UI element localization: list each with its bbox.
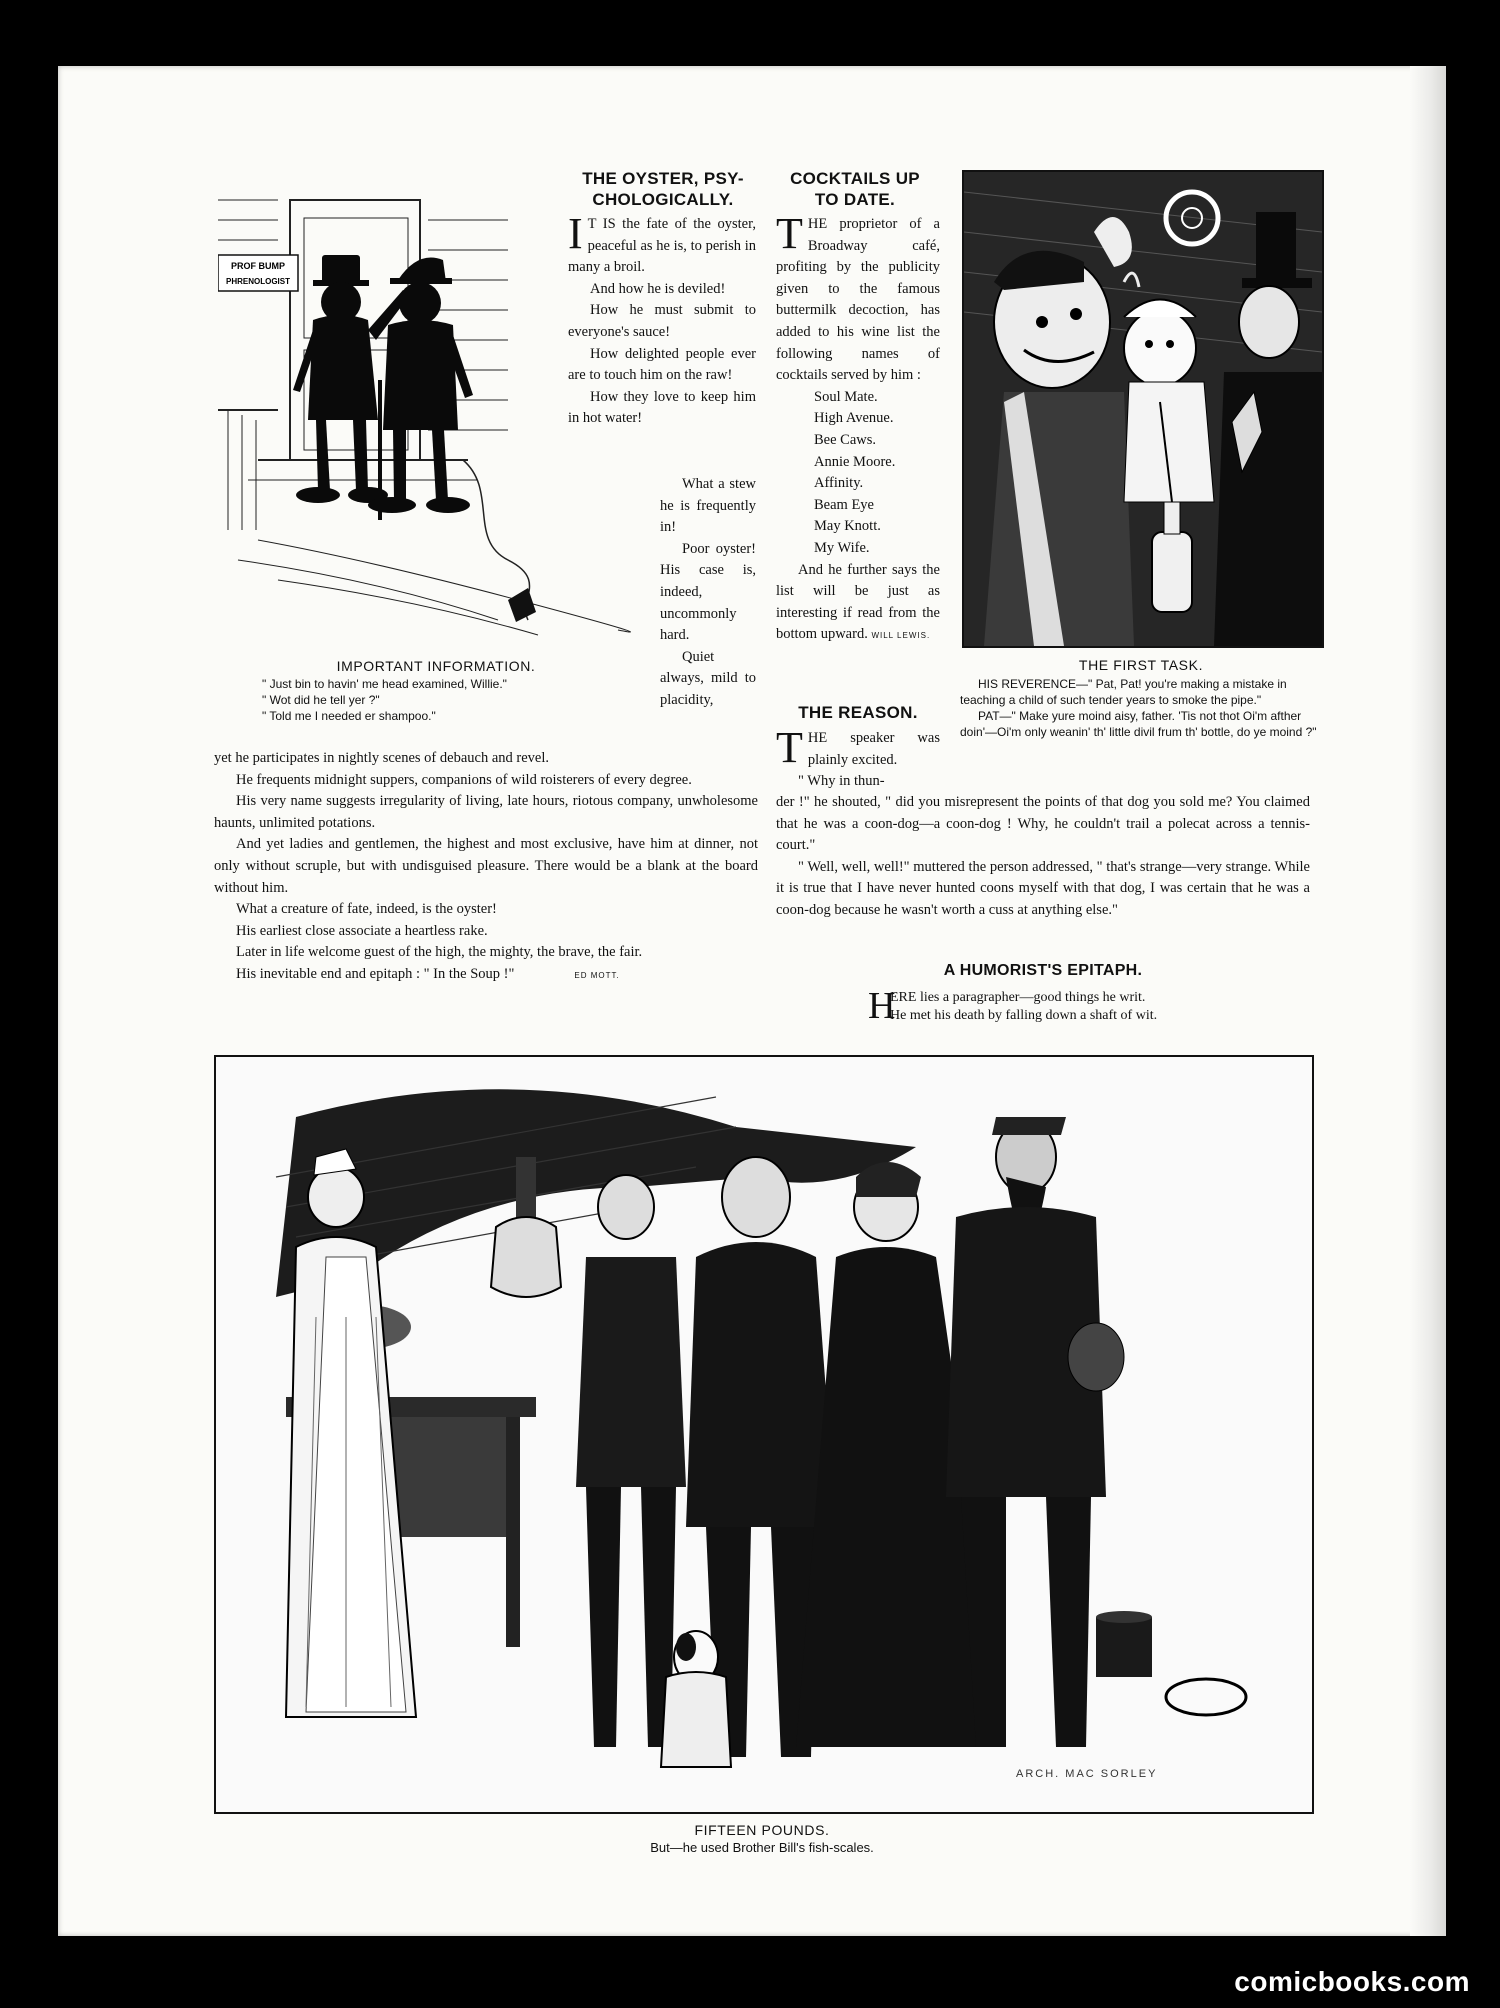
first-task-illustration — [964, 172, 1322, 646]
reason-para — [776, 723, 940, 772]
sign-line2: PHRENOLOGIST — [225, 277, 291, 286]
cocktails-article-column — [776, 209, 940, 647]
cocktail-name: Affinity. — [814, 475, 864, 492]
cocktail-name: Bee Caws. — [814, 431, 877, 448]
oyster-text: His inevitable end and epitaph : " In the Soup !" — [236, 965, 515, 982]
cocktails-article-header — [775, 168, 935, 210]
cocktail-name: High Avenue. — [814, 410, 894, 427]
oyster-para: And yet ladies and gentlemen, the highest and most exclusive, have him at dinner, not only without scruple, but with undisguised pleasure. There would be a blank at the board without him. — [214, 836, 758, 896]
reason-article-continuation — [776, 792, 1310, 922]
drop-cap: I — [568, 209, 583, 258]
epitaph-title: A HUMORIST'S EPITAPH. — [943, 962, 1143, 979]
cocktails-title: COCKTAILS UP TO DATE. — [790, 169, 920, 209]
caption-line: " Wot did he tell yer ?" — [262, 693, 380, 707]
caption-first-task — [960, 657, 1322, 740]
reason-title: THE REASON. — [798, 703, 918, 722]
oyster-para: And how he is deviled! — [590, 280, 726, 297]
oyster-para: What a stew he is frequently in! — [660, 476, 756, 536]
oyster-para: How he must submit to everyone's sauce! — [568, 302, 756, 340]
drop-cap: H — [868, 985, 896, 1027]
oyster-article-continuation — [214, 748, 758, 987]
caption-important-information — [236, 658, 636, 724]
caption-fifteen-pounds — [214, 1822, 1310, 1855]
oyster-para: How delighted people ever are to touch him on the raw! — [568, 345, 756, 384]
epitaph-line: He met his death by falling down a shaft of wit. — [890, 1008, 1158, 1023]
oyster-para — [568, 209, 756, 279]
oyster-article-column — [568, 209, 756, 430]
author-signature: ED MOTT. — [574, 970, 620, 980]
reason-para: " Why in thun- — [798, 773, 885, 790]
caption-dialogue — [960, 676, 1322, 740]
cocktail-name: Beam Eye — [814, 496, 874, 513]
reason-text: HE speaker was plainly excited. — [807, 730, 940, 768]
caption-title: FIFTEEN POUNDS. — [694, 1822, 830, 1838]
oyster-para: He frequents midnight suppers, companions of wild roisterers of every degree. — [236, 771, 692, 788]
reason-article-header — [776, 702, 940, 723]
cocktails-para — [776, 560, 940, 647]
cocktails-para — [776, 209, 940, 387]
caption-line: HIS REVERENCE—" Pat, Pat! you're making a mistake in teaching a child of such tender years to smoke the pipe." — [960, 677, 1287, 707]
cocktails-text: HE proprietor of a Broadway café, profiting by the publicity given to the famous buttermilk decoction, has added to his wine list the following names of cocktails served by him : — [776, 216, 940, 384]
site-watermark: comicbooks.com — [1234, 1966, 1470, 1997]
oyster-para: Later in life welcome guest of the high, the mighty, the brave, the fair. — [236, 944, 643, 961]
cocktail-name: Soul Mate. — [814, 388, 878, 405]
caption-line: " Just bin to havin' me head examined, Willie." — [262, 677, 507, 691]
oyster-para: His earliest close associate a heartless rake. — [236, 922, 488, 939]
oyster-para: His very name suggests irregularity of living, late hours, riotous company, unwholesome haunts, unlimited potations. — [214, 793, 758, 831]
oyster-article-header — [567, 168, 759, 210]
caption-line: PAT—" Make yure moind aisy, father. 'Tis not thot Oi'm afther doin'—Oi'm only weanin' th' little divil frum th' bottle, do ye moind ?" — [960, 709, 1317, 739]
caption-title: IMPORTANT INFORMATION. — [336, 658, 536, 674]
cartoon-first-task — [962, 170, 1324, 648]
cocktails-text: And he further says the list will be just as interesting if read from the bottom upward. — [776, 561, 940, 643]
epitaph-verse — [776, 985, 1310, 1027]
epitaph-article — [776, 960, 1310, 1025]
oyster-para — [214, 964, 758, 987]
oyster-para: How they love to keep him in hot water! — [568, 388, 756, 427]
caption-line: " Told me I needed er shampoo." — [262, 709, 436, 723]
drop-cap: T — [776, 209, 803, 258]
reason-para: der !" he shouted, " did you misrepresent the points of that dog you sold me? You claimed that he was a coon-dog—a coon-dog ! Why, he couldn't trail a polecat across a tennis-court." — [776, 794, 1310, 854]
fifteen-pounds-drawing — [216, 1057, 1312, 1812]
caption-subtitle: But—he used Brother Bill's fish-scales. — [650, 1840, 874, 1855]
cocktail-list — [776, 387, 940, 560]
oyster-para: Poor oyster! His case is, indeed, uncommonly hard. — [660, 540, 756, 644]
epitaph-line: ERE lies a paragrapher—good things he writ. — [890, 990, 1146, 1005]
silhouette-right-figure — [368, 258, 473, 521]
page-fold-shadow — [1410, 66, 1446, 1936]
artist-signature: ARCH. MAC SORLEY — [1016, 1768, 1158, 1780]
reason-article-column — [776, 723, 940, 793]
drop-cap: T — [776, 723, 803, 772]
oyster-article-narrow — [660, 474, 756, 712]
author-signature: WILL LEWIS. — [871, 631, 931, 641]
oyster-para: What a creature of fate, indeed, is the oyster! — [236, 901, 497, 918]
oyster-para: yet he participates in nightly scenes of debauch and revel. — [214, 750, 549, 766]
cocktail-name: Annie Moore. — [814, 453, 896, 470]
sign-line1: PROF BUMP — [231, 261, 285, 271]
caption-dialogue — [236, 676, 636, 724]
cocktail-name: My Wife. — [814, 539, 870, 556]
illustration-fifteen-pounds — [214, 1055, 1314, 1814]
reason-para: " Well, well, well!" muttered the person addressed, " that's strange—very strange. While it is true that I have never hunted coons myself with that dog, I was certain that he was a coon-dog because he wasn't worth a cuss at anything else." — [776, 858, 1310, 918]
cocktail-name: May Knott. — [814, 518, 881, 535]
oyster-text: T IS the fate of the oyster, peaceful as he is, to perish in many a broil. — [568, 216, 756, 276]
caption-title: THE FIRST TASK. — [1078, 657, 1204, 673]
oyster-para: Quiet always, mild to placidity, — [660, 648, 756, 708]
oyster-title: THE OYSTER, PSY- CHOLOGICALLY. — [582, 169, 744, 209]
